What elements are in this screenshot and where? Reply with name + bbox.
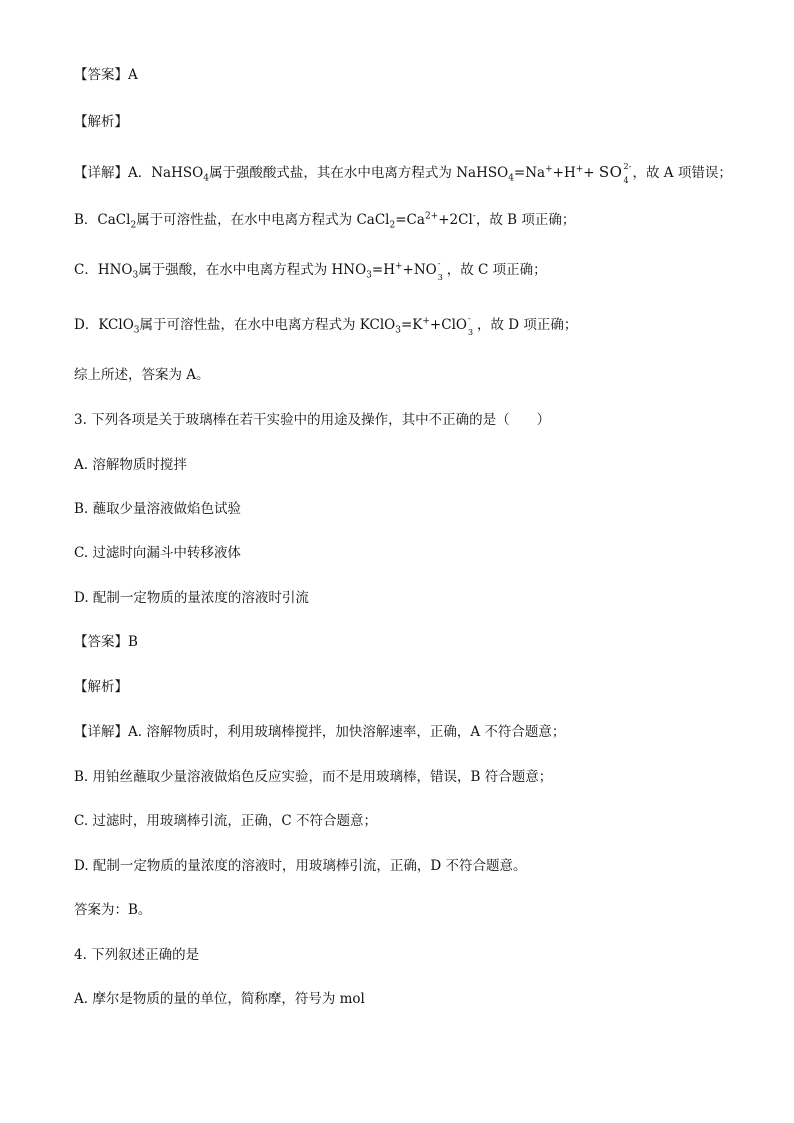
q2-detail-c: C．$HNO_3$属于强酸，在水中电离方程式为 $HNO_3=H^++NO$ - 3 ，故 C 项正确； [74, 259, 547, 282]
ion-charge-stack: - 3 [467, 314, 474, 337]
q2-answer-line [74, 65, 138, 85]
q2-summary: 综上所述，答案为 A。 [74, 367, 210, 383]
answer-value: A [128, 67, 138, 83]
q3-detail-b: B. 用铂丝蘸取少量溶液做焰色反应实验，而不是用玻璃棒，错误，B 符合题意； [74, 769, 553, 785]
q3-detail-c: C. 过滤时，用玻璃棒引流，正确，C 不符合题意； [74, 813, 378, 829]
q2-detail-a: 【详解】A．NaHSO$_4$属于强酸酸式盐，其在水中电离方程式为 NaHSO$_4$=Na++H++ SO 2- 4 ，故 A 项错误； [74, 162, 732, 185]
q3-option-b: B. 蘸取少量溶液做焰色试验 [74, 501, 242, 517]
q3-option-d: D. 配制一定物质的量浓度的溶液时引流 [74, 590, 309, 606]
q2-detail-b: B．CaCl$_2$属于可溶性盐，在水中电离方程式为 $CaCl_2=Ca^{2+}+2Cl^-$，故 B 项正确； [74, 211, 576, 231]
q3-analysis-label: 【解析】 [74, 679, 128, 695]
q3-stem: 3. 下列各项是关于玻璃棒在若干实验中的用途及操作，其中不正确的是（ ） [74, 412, 551, 428]
answer-tag: 【答案】 [74, 67, 128, 83]
q2-analysis-label: 【解析】 [74, 114, 128, 130]
q3-detail-d: D. 配制一定物质的量浓度的溶液时，用玻璃棒引流，正确，D 不符合题意。 [74, 858, 527, 874]
q3-option-c: C. 过滤时向漏斗中转移液体 [74, 545, 241, 561]
q2-detail-d: D．KClO$_3$属于可溶性盐，在水中电离方程式为 KClO$_3$=K++ClO - 3 ，故 D 项正确； [74, 314, 578, 337]
q3-option-a: A. 溶解物质时搅拌 [74, 457, 187, 473]
q3-summary: 答案为：B。 [74, 902, 152, 918]
q3-detail-a: 【详解】A. 溶解物质时，利用玻璃棒搅拌，加快溶解速率，正确，A 不符合题意； [74, 724, 566, 740]
ion-charge-stack: - 3 [437, 259, 443, 282]
q4-stem: 4. 下列叙述正确的是 [74, 947, 200, 963]
sulfate-ion: SO [598, 163, 623, 181]
answer-value: B [128, 634, 138, 650]
answer-tag: 【答案】 [74, 634, 128, 650]
ion-charge-stack: 2- 4 [623, 162, 632, 185]
q3-answer-line [74, 632, 138, 652]
q4-option-a: A. 摩尔是物质的量的单位，简称摩，符号为 mol [74, 991, 365, 1007]
